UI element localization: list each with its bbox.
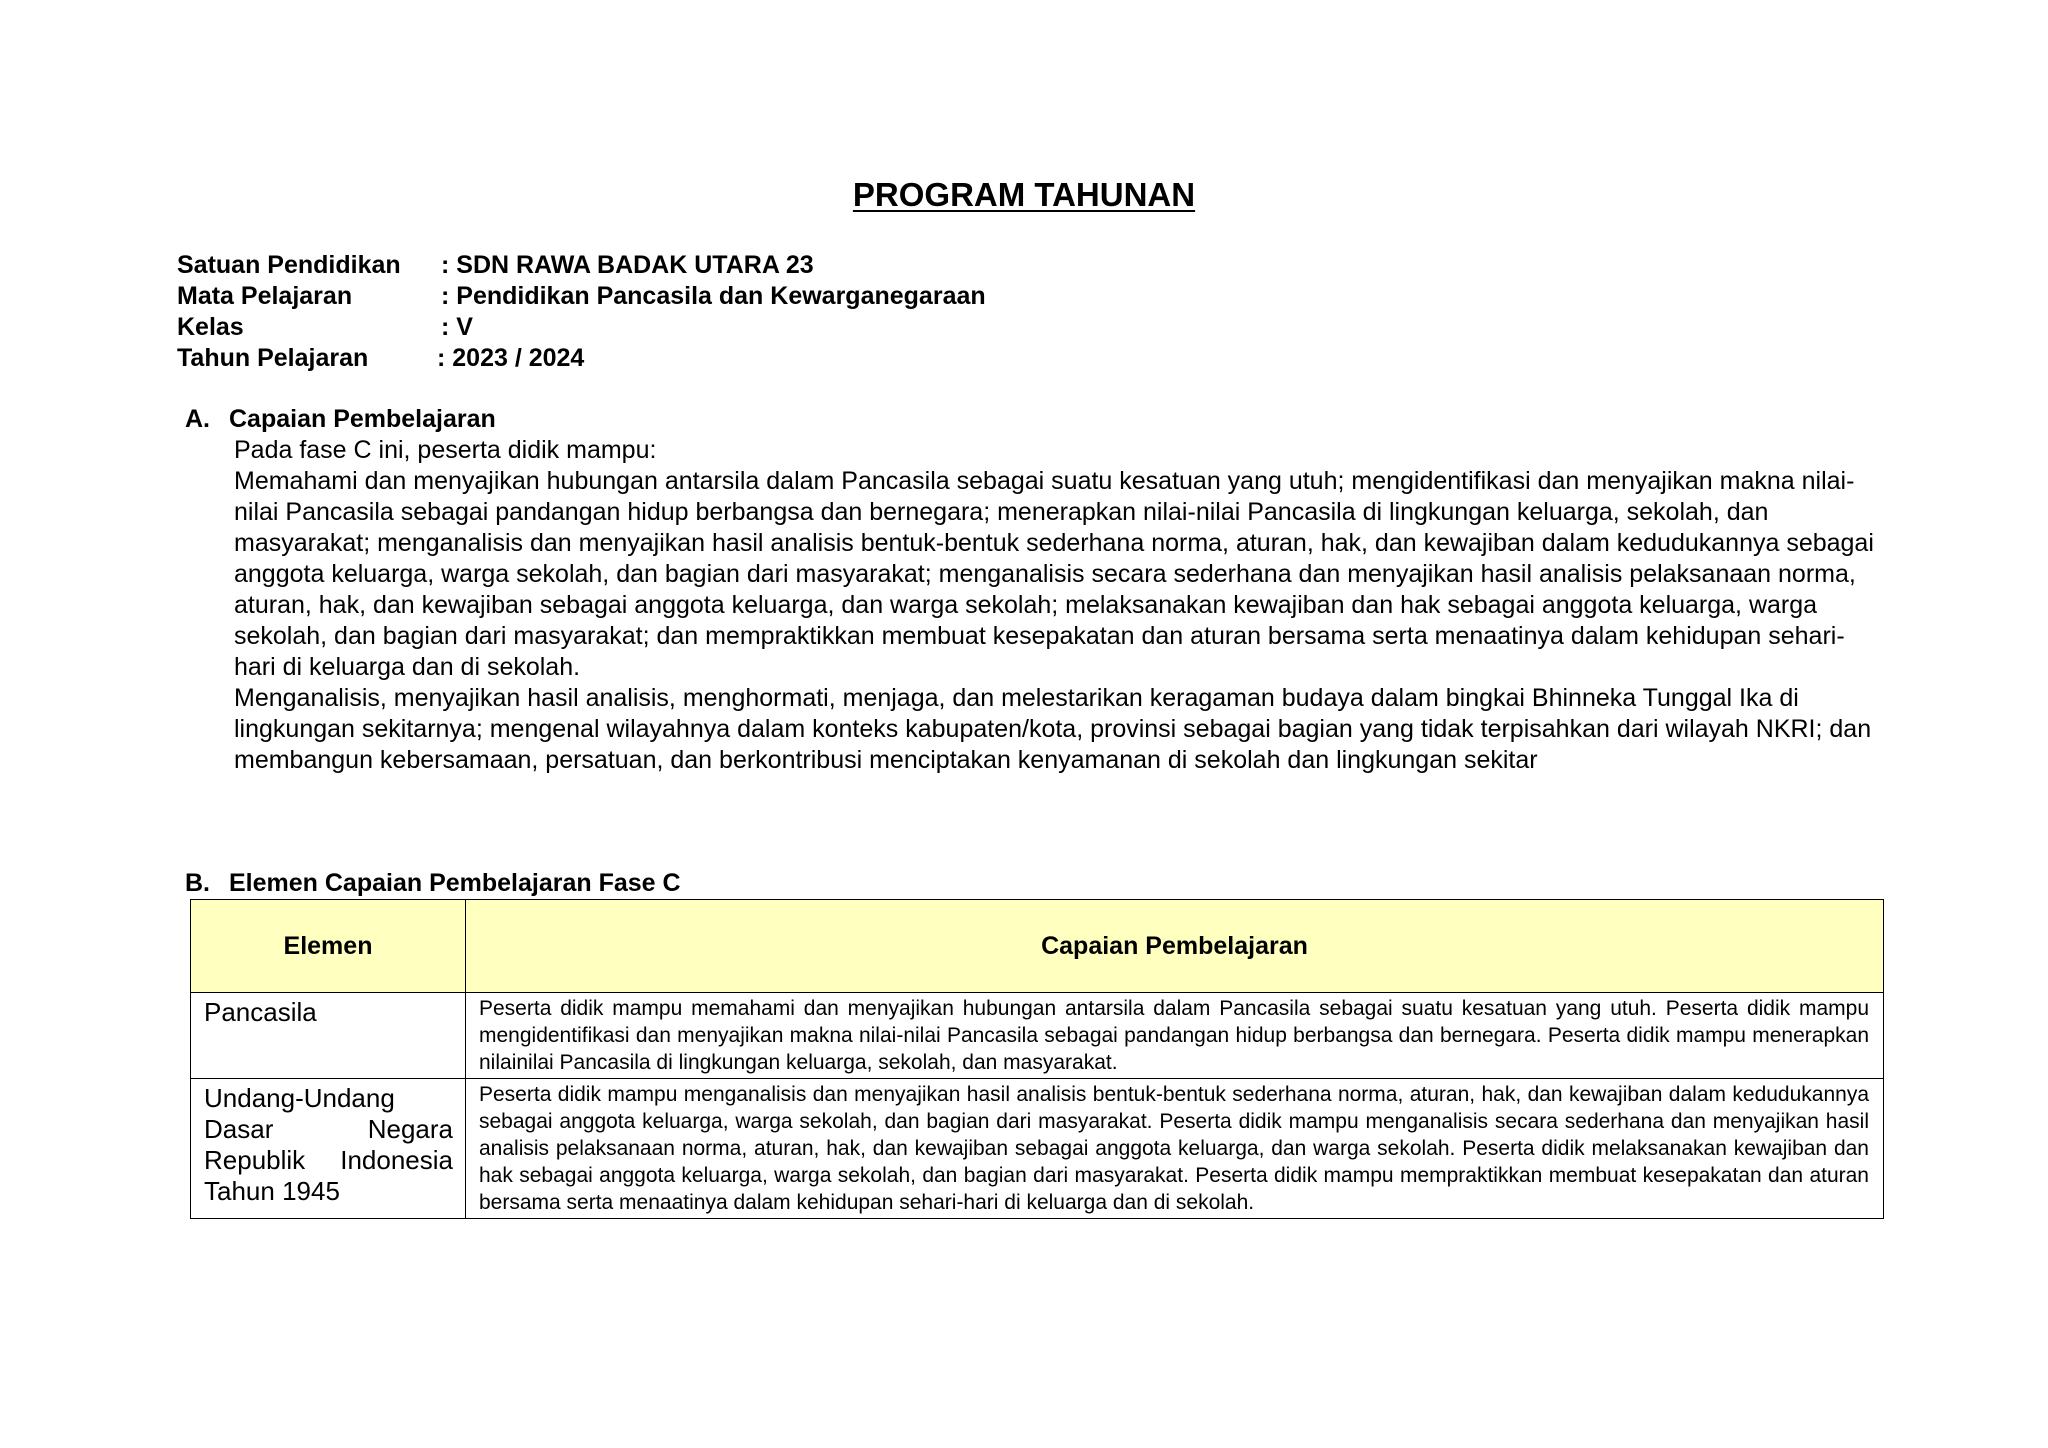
section-a-heading — [185, 404, 1885, 435]
info-label: Mata Pelajaran — [177, 282, 353, 310]
header-elemen: Elemen — [191, 900, 466, 993]
section-b-title: Elemen Capaian Pembelajaran Fase C — [229, 869, 681, 897]
info-value: : SDN RAWA BADAK UTARA 23 — [441, 251, 814, 279]
info-label: Satuan Pendidikan — [177, 251, 401, 279]
capaian-cell: Peserta didik mampu menganalisis dan menyajikan hasil analisis bentuk-bentuk sederhana norma, aturan, hak, dan kewajiban dalam kedudukannya sebagai anggota keluarga, warga sekolah, dan bagian dari masyarakat. Peserta didik mampu menganalisis secara sederhana dan menyajikan hasil analisis pelaksanaan norma, aturan, hak, dan kewajiban sebagai anggota keluarga, dan warga sekolah. Peserta didik melaksanakan kewajiban dan hak sebagai anggota keluarga, warga sekolah, dan bagian dari masyarakat. Peserta didik mampu mempraktikkan membuat kesepakatan dan aturan bersama serta menaatinya dalam kehidupan sehari-hari di keluarga dan di sekolah. — [466, 1079, 1884, 1219]
section-b-heading — [185, 868, 681, 899]
info-row-tahun — [177, 343, 986, 374]
elemen-cell: Undang-Undang Dasar Negara Republik Indonesia Tahun 1945 — [191, 1079, 466, 1219]
table-row — [191, 993, 1884, 1079]
info-value: : Pendidikan Pancasila dan Kewarganegaraan — [441, 282, 986, 310]
capaian-body — [234, 435, 1884, 776]
section-a-letter: A. — [185, 405, 210, 433]
info-row-kelas — [177, 312, 986, 343]
section-b-letter: B. — [185, 869, 210, 897]
info-value: : V — [441, 313, 473, 341]
capaian-paragraph-2: Menganalisis, menyajikan hasil analisis, menghormati, menjaga, dan melestarikan keragaman budaya dalam bingkai Bhinneka Tunggal Ika di lingkungan sekitarnya; mengenal wilayahnya dalam konteks kabupaten/kota, provinsi sebagai bagian yang tidak terpisahkan dari wilayah NKRI; dan membangun kebersamaan, persatuan, dan berkontribusi menciptakan kenyamanan di sekolah dan lingkungan sekitar — [234, 684, 1872, 774]
page-title: PROGRAM TAHUNAN — [852, 176, 1196, 213]
elemen-table — [190, 899, 1884, 1219]
info-row-satuan — [177, 250, 986, 281]
info-label: Tahun Pelajaran — [177, 344, 369, 372]
section-capaian-pembelajaran — [185, 404, 1885, 776]
info-block — [177, 250, 986, 374]
table-header-row — [191, 900, 1884, 993]
capaian-paragraph-1: Memahami dan menyajikan hubungan antarsila dalam Pancasila sebagai suatu kesatuan yang utuh; mengidentifikasi dan menyajikan makna nilai-nilai Pancasila sebagai pandangan hidup berbangsa dan bernegara; menerapkan nilai-nilai Pancasila di lingkungan keluarga, sekolah, dan masyarakat; menganalisis dan menyajikan hasil analisis bentuk-bentuk sederhana norma, aturan, hak, dan kewajiban dalam kedudukannya sebagai anggota keluarga, warga sekolah, dan bagian dari masyarakat; menganalisis secara sederhana dan menyajikan hasil analisis pelaksanaan norma, aturan, hak, dan kewajiban sebagai anggota keluarga, dan warga sekolah; melaksanakan kewajiban dan hak sebagai anggota keluarga, warga sekolah, dan bagian dari masyarakat; dan mempraktikkan membuat kesepakatan dan aturan bersama serta menaatinya dalam kehidupan sehari-hari di keluarga dan di sekolah. — [234, 467, 1874, 681]
info-value: : 2023 / 2024 — [437, 344, 585, 372]
info-label: Kelas — [177, 313, 244, 341]
section-a-title: Capaian Pembelajaran — [229, 405, 496, 433]
elemen-cell: Pancasila — [191, 993, 466, 1079]
header-capaian: Capaian Pembelajaran — [466, 900, 1884, 993]
table-row — [191, 1079, 1884, 1219]
capaian-cell: Peserta didik mampu memahami dan menyajikan hubungan antarsila dalam Pancasila sebagai suatu kesatuan yang utuh. Peserta didik mampu mengidentifikasi dan menyajikan makna nilai-nilai Pancasila sebagai pandangan hidup berbangsa dan bernegara. Peserta didik mampu menerapkan nilainilai Pancasila di lingkungan keluarga, sekolah, dan masyarakat. — [466, 993, 1884, 1079]
capaian-intro: Pada fase C ini, peserta didik mampu: — [234, 436, 657, 464]
info-row-mapel — [177, 281, 986, 312]
